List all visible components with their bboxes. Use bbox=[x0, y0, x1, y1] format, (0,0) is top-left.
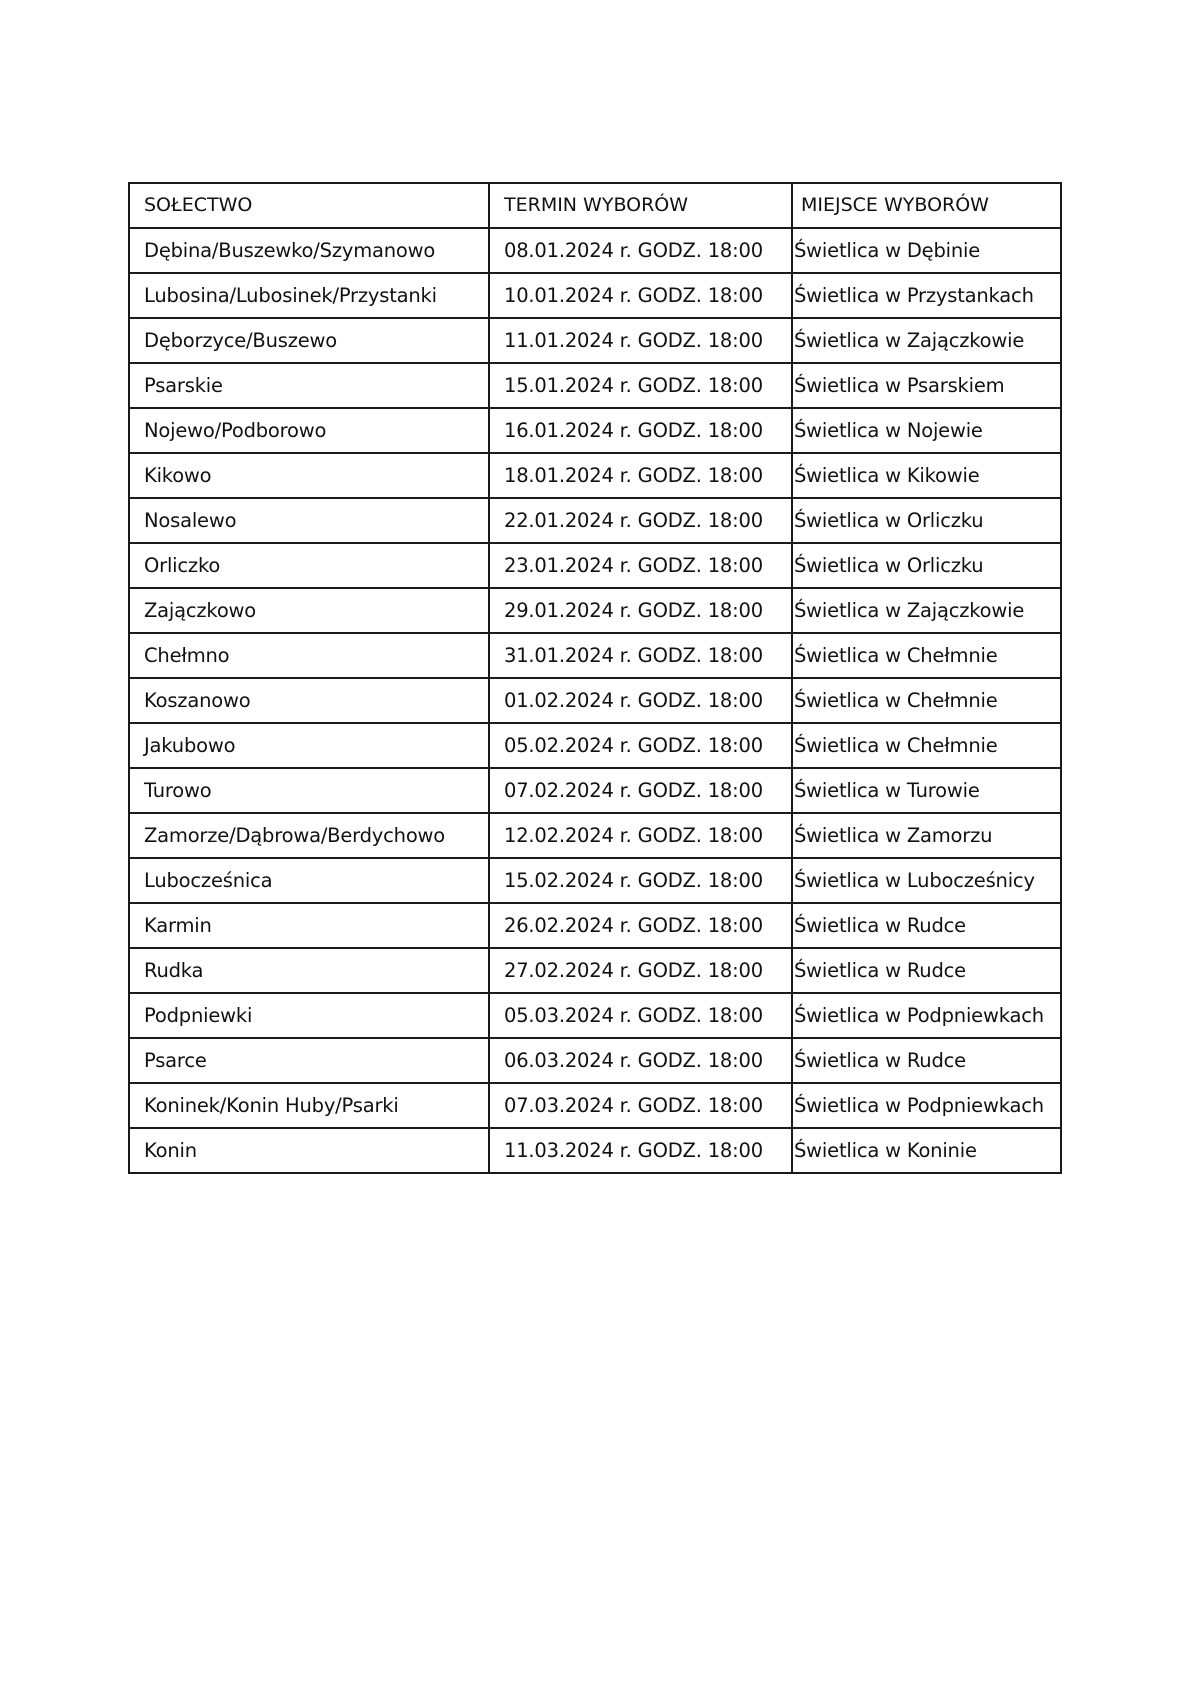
cell-termin: 22.01.2024 r. GODZ. 18:00 bbox=[489, 498, 792, 543]
cell-solectwo: Dęborzyce/Buszewo bbox=[129, 318, 489, 363]
cell-solectwo: Orliczko bbox=[129, 543, 489, 588]
cell-miejsce: Świetlica w Zajączkowie bbox=[792, 588, 1061, 633]
cell-miejsce: Świetlica w Turowie bbox=[792, 768, 1061, 813]
table-row bbox=[129, 453, 1061, 498]
cell-termin: 27.02.2024 r. GODZ. 18:00 bbox=[489, 948, 792, 993]
cell-termin: 07.02.2024 r. GODZ. 18:00 bbox=[489, 768, 792, 813]
cell-solectwo: Rudka bbox=[129, 948, 489, 993]
cell-miejsce: Świetlica w Chełmnie bbox=[792, 633, 1061, 678]
cell-miejsce: Świetlica w Orliczku bbox=[792, 543, 1061, 588]
cell-solectwo: Lubocześnica bbox=[129, 858, 489, 903]
cell-termin: 01.02.2024 r. GODZ. 18:00 bbox=[489, 678, 792, 723]
cell-miejsce: Świetlica w Dębinie bbox=[792, 228, 1061, 273]
cell-solectwo: Nosalewo bbox=[129, 498, 489, 543]
cell-termin: 18.01.2024 r. GODZ. 18:00 bbox=[489, 453, 792, 498]
table-row bbox=[129, 678, 1061, 723]
cell-termin: 11.03.2024 r. GODZ. 18:00 bbox=[489, 1128, 792, 1173]
cell-termin: 06.03.2024 r. GODZ. 18:00 bbox=[489, 1038, 792, 1083]
cell-termin: 12.02.2024 r. GODZ. 18:00 bbox=[489, 813, 792, 858]
column-header-miejsce-wyborow: MIEJSCE WYBORÓW bbox=[792, 183, 1061, 228]
column-header-solectwo: SOŁECTWO bbox=[129, 183, 489, 228]
table-row bbox=[129, 498, 1061, 543]
cell-termin: 10.01.2024 r. GODZ. 18:00 bbox=[489, 273, 792, 318]
table-body bbox=[129, 228, 1061, 1173]
cell-termin: 05.03.2024 r. GODZ. 18:00 bbox=[489, 993, 792, 1038]
cell-miejsce: Świetlica w Lubocześnicy bbox=[792, 858, 1061, 903]
cell-solectwo: Psarce bbox=[129, 1038, 489, 1083]
cell-solectwo: Turowo bbox=[129, 768, 489, 813]
cell-solectwo: Kikowo bbox=[129, 453, 489, 498]
cell-solectwo: Psarskie bbox=[129, 363, 489, 408]
table-row bbox=[129, 408, 1061, 453]
table-row bbox=[129, 228, 1061, 273]
cell-solectwo: Nojewo/Podborowo bbox=[129, 408, 489, 453]
cell-termin: 11.01.2024 r. GODZ. 18:00 bbox=[489, 318, 792, 363]
cell-miejsce: Świetlica w Koninie bbox=[792, 1128, 1061, 1173]
cell-termin: 29.01.2024 r. GODZ. 18:00 bbox=[489, 588, 792, 633]
cell-miejsce: Świetlica w Kikowie bbox=[792, 453, 1061, 498]
cell-solectwo: Koszanowo bbox=[129, 678, 489, 723]
cell-miejsce: Świetlica w Rudce bbox=[792, 903, 1061, 948]
cell-solectwo: Chełmno bbox=[129, 633, 489, 678]
cell-miejsce: Świetlica w Zamorzu bbox=[792, 813, 1061, 858]
cell-solectwo: Zamorze/Dąbrowa/Berdychowo bbox=[129, 813, 489, 858]
cell-solectwo: Koninek/Konin Huby/Psarki bbox=[129, 1083, 489, 1128]
cell-termin: 07.03.2024 r. GODZ. 18:00 bbox=[489, 1083, 792, 1128]
cell-miejsce: Świetlica w Chełmnie bbox=[792, 723, 1061, 768]
table-row bbox=[129, 1038, 1061, 1083]
table-row bbox=[129, 993, 1061, 1038]
cell-miejsce: Świetlica w Psarskiem bbox=[792, 363, 1061, 408]
table-row bbox=[129, 903, 1061, 948]
table-row bbox=[129, 1128, 1061, 1173]
cell-miejsce: Świetlica w Nojewie bbox=[792, 408, 1061, 453]
table-row bbox=[129, 723, 1061, 768]
table-row bbox=[129, 948, 1061, 993]
cell-termin: 08.01.2024 r. GODZ. 18:00 bbox=[489, 228, 792, 273]
cell-solectwo: Podpniewki bbox=[129, 993, 489, 1038]
cell-miejsce: Świetlica w Przystankach bbox=[792, 273, 1061, 318]
table-row bbox=[129, 588, 1061, 633]
cell-miejsce: Świetlica w Chełmnie bbox=[792, 678, 1061, 723]
cell-solectwo: Dębina/Buszewko/Szymanowo bbox=[129, 228, 489, 273]
table-header bbox=[129, 183, 1061, 228]
table-row bbox=[129, 273, 1061, 318]
table-row bbox=[129, 363, 1061, 408]
cell-termin: 23.01.2024 r. GODZ. 18:00 bbox=[489, 543, 792, 588]
column-header-termin-wyborow: TERMIN WYBORÓW bbox=[489, 183, 792, 228]
cell-miejsce: Świetlica w Orliczku bbox=[792, 498, 1061, 543]
cell-miejsce: Świetlica w Rudce bbox=[792, 948, 1061, 993]
cell-miejsce: Świetlica w Podpniewkach bbox=[792, 1083, 1061, 1128]
cell-miejsce: Świetlica w Podpniewkach bbox=[792, 993, 1061, 1038]
cell-solectwo: Lubosina/Lubosinek/Przystanki bbox=[129, 273, 489, 318]
table-row bbox=[129, 633, 1061, 678]
table-row bbox=[129, 318, 1061, 363]
elections-schedule-table bbox=[128, 182, 1062, 1174]
cell-solectwo: Zajączkowo bbox=[129, 588, 489, 633]
table-row bbox=[129, 768, 1061, 813]
cell-miejsce: Świetlica w Rudce bbox=[792, 1038, 1061, 1083]
cell-termin: 15.02.2024 r. GODZ. 18:00 bbox=[489, 858, 792, 903]
table-row bbox=[129, 813, 1061, 858]
cell-miejsce: Świetlica w Zajączkowie bbox=[792, 318, 1061, 363]
cell-termin: 16.01.2024 r. GODZ. 18:00 bbox=[489, 408, 792, 453]
table-row bbox=[129, 543, 1061, 588]
cell-solectwo: Karmin bbox=[129, 903, 489, 948]
cell-termin: 15.01.2024 r. GODZ. 18:00 bbox=[489, 363, 792, 408]
cell-termin: 26.02.2024 r. GODZ. 18:00 bbox=[489, 903, 792, 948]
header-row bbox=[129, 183, 1061, 228]
cell-solectwo: Jakubowo bbox=[129, 723, 489, 768]
cell-termin: 31.01.2024 r. GODZ. 18:00 bbox=[489, 633, 792, 678]
cell-solectwo: Konin bbox=[129, 1128, 489, 1173]
table-row bbox=[129, 858, 1061, 903]
cell-termin: 05.02.2024 r. GODZ. 18:00 bbox=[489, 723, 792, 768]
table-row bbox=[129, 1083, 1061, 1128]
